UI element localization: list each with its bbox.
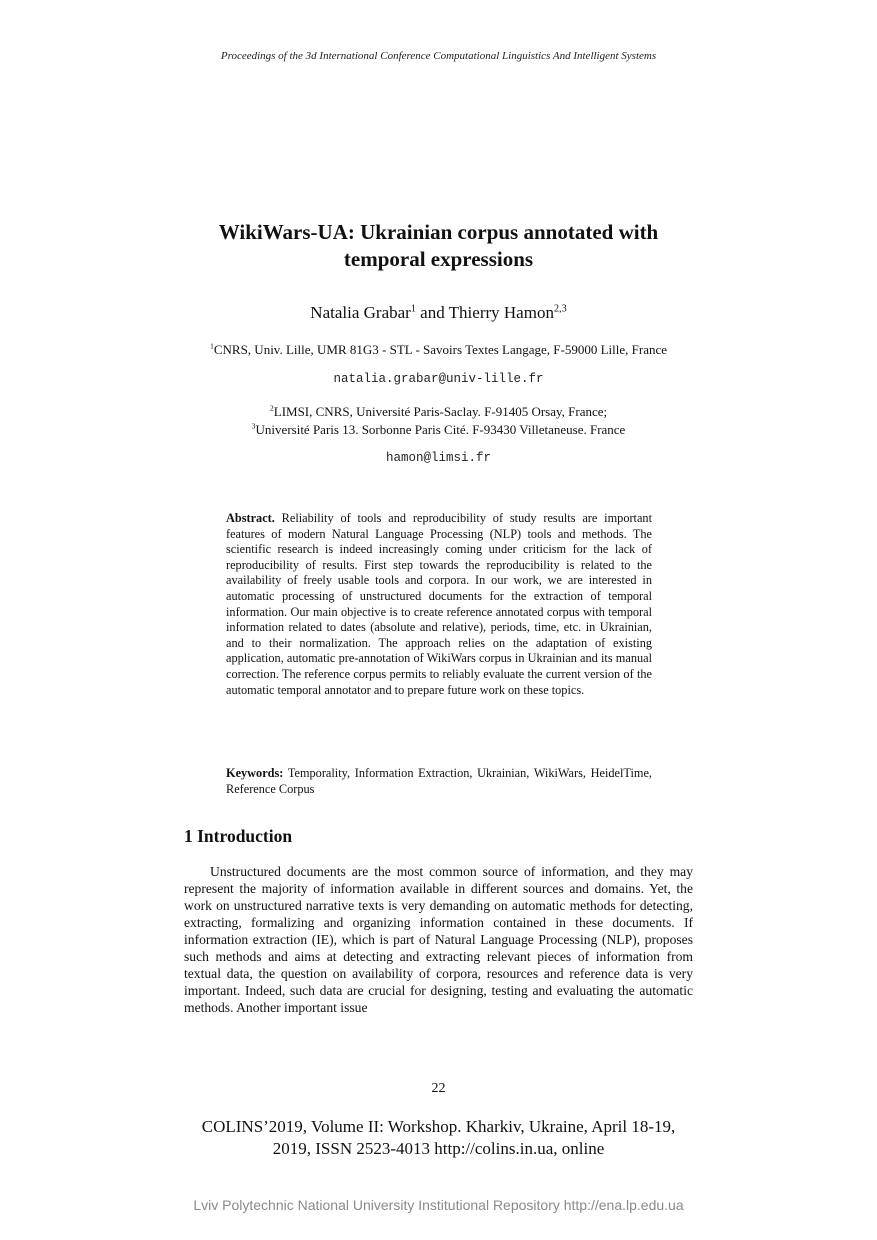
affiliation-2 xyxy=(0,403,877,421)
affiliation-2-3 xyxy=(0,403,877,439)
affiliation-3-text: Université Paris 13. Sorbonne Paris Cité. F-93430 Villetaneuse. France xyxy=(255,422,626,437)
repository-watermark: Lviv Polytechnic National University Institutional Repository http://ena.lp.edu.ua xyxy=(193,1197,684,1213)
affiliation-2-superscript: 2 xyxy=(269,403,274,413)
author-2: Thierry Hamon xyxy=(448,303,554,322)
email-2: hamon@limsi.fr xyxy=(385,451,492,465)
author-1-superscript: 1 xyxy=(410,303,416,315)
abstract xyxy=(226,511,652,698)
page-number: 22 xyxy=(431,1081,446,1096)
affiliation-3-superscript: 3 xyxy=(251,421,256,431)
paper-title xyxy=(0,219,877,273)
footer-line-1: COLINS’2019, Volume II: Workshop. Kharkiv, Ukraine, April 18-19, xyxy=(201,1117,676,1136)
affiliation-1 xyxy=(0,342,877,358)
section-heading-introduction: 1 Introduction xyxy=(184,826,293,846)
authors xyxy=(0,303,877,323)
proceedings-header: Proceedings of the 3d International Conference Computational Linguistics And Intelligent Systems xyxy=(220,50,657,62)
introduction-paragraph: Unstructured documents are the most common source of information, and they may represent the majority of information available in different sources and domains. Yet, the work on unstructured narrative texts is very demanding on automatic methods for detecting, extracting, formalizing and organizing information contained in these documents. If information extraction (IE), which is part of Natural Language Processing (NLP), proposes such methods and aims at detecting and extracting relevant pieces of information from textual data, the question on availability of corpora, resources and reference data is very important. Indeed, such data are crucial for designing, testing and evaluating the automatic methods. Another important issue xyxy=(184,864,693,1015)
conference-footer xyxy=(0,1116,877,1160)
keywords-label: Keywords: xyxy=(226,766,284,780)
author-2-superscript: 2,3 xyxy=(553,303,567,315)
affiliation-1-text: CNRS, Univ. Lille, UMR 81G3 - STL - Savoirs Textes Langage, F-59000 Lille, France xyxy=(213,342,668,357)
affiliation-3 xyxy=(0,421,877,439)
footer-line-2: 2019, ISSN 2523-4013 http://colins.in.ua, online xyxy=(272,1139,605,1158)
abstract-label: Abstract. xyxy=(226,511,275,525)
keywords-text: Temporality, Information Extraction, Ukrainian, WikiWars, HeidelTime, Reference Corpus xyxy=(226,766,652,796)
keywords xyxy=(226,766,652,797)
title-line-2: temporal expressions xyxy=(343,247,534,271)
email-1: natalia.grabar@univ-lille.fr xyxy=(333,372,544,386)
affiliation-2-text: LIMSI, CNRS, Université Paris-Saclay. F-91405 Orsay, France; xyxy=(273,404,608,419)
affiliation-1-superscript: 1 xyxy=(209,341,214,351)
author-connector: and xyxy=(415,303,449,322)
author-1: Natalia Grabar xyxy=(310,303,411,322)
abstract-text: Reliability of tools and reproducibility of study results are important features of modern Natural Language Processing (NLP) tools and methods. The scientific research is indeed increasingly coming under criticism for the lack of reproducibility of results. First step towards the reproducibility is related to the availability of freely usable tools and corpora. In our work, we are interested in automatic processing of unstructured documents for the extraction of temporal information. Our main objective is to create reference annotated corpus with temporal information related to dates (absolute and relative), periods, time, etc. in Ukrainian, and to their normalization. The approach relies on the adaptation of existing application, automatic pre-annotation of WikiWars corpus in Ukrainian and its manual correction. The reference corpus permits to reliably evaluate the current version of the automatic temporal annotator and to prepare future work on these topics. xyxy=(226,511,652,697)
title-line-1: WikiWars-UA: Ukrainian corpus annotated with xyxy=(218,220,659,244)
